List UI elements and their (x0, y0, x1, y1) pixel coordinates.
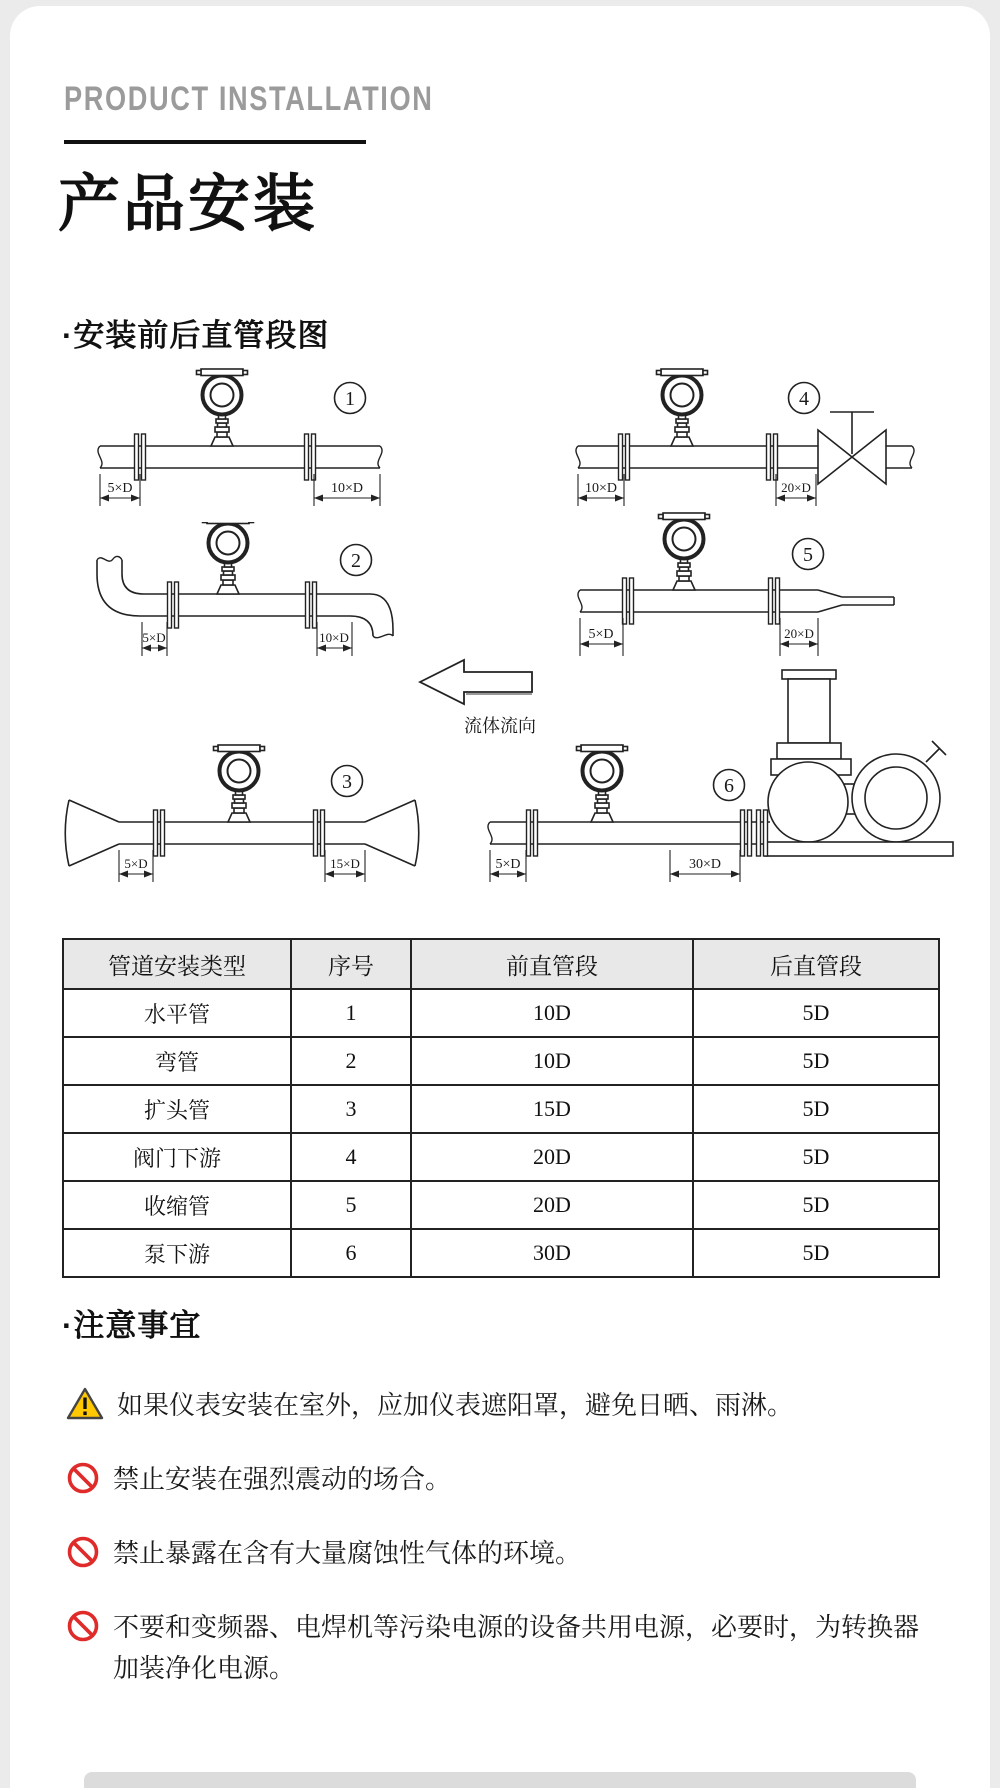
table-row: 水平管 1 10D 5D (63, 989, 939, 1037)
flange-icon (757, 810, 768, 856)
diagram-number: 6 (724, 775, 734, 797)
col-header-upstream: 前直管段 (411, 939, 693, 989)
dimension-label: 5×D (124, 856, 148, 871)
flow-direction-label: 流体流向 (464, 716, 536, 736)
reducer-icon (818, 590, 894, 612)
notes-list (66, 1385, 938, 1722)
table-row: 阀门下游 4 20D 5D (63, 1133, 939, 1181)
pipe-break-icon (98, 446, 102, 468)
page-title: 产品安装 (58, 170, 319, 239)
eyebrow-title: PRODUCT INSTALLATION (64, 80, 434, 118)
pipe-break-icon (910, 446, 914, 468)
diagram-number: 1 (345, 388, 355, 410)
flange-icon (314, 810, 325, 856)
diagram-number: 4 (799, 388, 809, 410)
flange-icon (767, 434, 778, 480)
pipe-break-icon (97, 556, 122, 561)
expander-left-icon (65, 800, 119, 866)
flange-icon (135, 434, 146, 480)
flange-icon (741, 810, 752, 856)
col-header-pipe-type: 管道安装类型 (63, 939, 291, 989)
note-text: 如果仪表安装在室外，应加仪表遮阳罩，避免日晒、雨淋。 (117, 1390, 794, 1420)
note-item (66, 1459, 938, 1500)
flange-icon (619, 434, 630, 480)
diagram-2-elbow-pipe (78, 522, 410, 664)
warning-triangle-icon (66, 1387, 104, 1421)
dimension-label: 15×D (330, 856, 360, 871)
diagram-4-valve-downstream (550, 368, 922, 510)
dimension-label: 5×D (495, 857, 521, 872)
flow-meter-icon (659, 513, 710, 590)
dimension-label: 5×D (107, 481, 133, 496)
diagram-3-expander-pipe (55, 736, 427, 888)
diagram-section-heading: ·安装前后直管段图 (62, 318, 330, 353)
diagram-number: 5 (803, 544, 813, 566)
next-section-divider (84, 1772, 916, 1788)
dimension-label: 10×D (319, 630, 349, 645)
expander-right-icon (365, 800, 419, 866)
flow-meter-icon (203, 522, 254, 594)
diagram-5-reducer-pipe (550, 512, 922, 664)
table-row: 扩头管 3 15D 5D (63, 1085, 939, 1133)
notes-section-heading: ·注意事宜 (62, 1308, 202, 1343)
dimension-label: 10×D (330, 481, 364, 496)
dimension-label: 10×D (584, 481, 618, 496)
pump-icon (765, 670, 953, 856)
flow-meter-icon (197, 369, 248, 446)
flange-icon (154, 810, 165, 856)
no-entry-icon (66, 1461, 100, 1495)
elbow-pipe-left (97, 560, 144, 616)
flange-icon (623, 578, 634, 624)
note-text: 禁止暴露在含有大量腐蚀性气体的环境。 (113, 1538, 582, 1569)
flange-icon (769, 578, 780, 624)
flow-meter-icon (657, 369, 708, 446)
no-entry-icon (66, 1535, 100, 1569)
diagram-6-pump-downstream (478, 648, 980, 890)
note-item (66, 1385, 938, 1426)
table-row: 泵下游 6 30D 5D (63, 1229, 939, 1277)
table-header-row (63, 939, 939, 989)
pipe (580, 590, 818, 612)
no-entry-icon (66, 1609, 100, 1643)
note-text: 不要和变频器、电焊机等污染电源的设备共用电源，必要时，为转换器加装净化电源。 (113, 1612, 920, 1684)
diagram-number: 3 (342, 771, 352, 793)
dimension-label: 20×D (784, 626, 814, 641)
dimension-label: 5×D (588, 627, 614, 642)
pipe (490, 822, 770, 844)
title-rule (64, 140, 366, 144)
pipe-break-icon (378, 446, 382, 468)
table-row: 收缩管 5 20D 5D (63, 1181, 939, 1229)
col-header-index: 序号 (291, 939, 411, 989)
flange-icon (527, 810, 538, 856)
pipe-break-icon (488, 822, 492, 844)
flange-icon (305, 434, 316, 480)
col-header-downstream: 后直管段 (693, 939, 939, 989)
table-row: 弯管 2 10D 5D (63, 1037, 939, 1085)
dimension-label: 30×D (688, 857, 722, 872)
diagram-number: 2 (351, 550, 361, 572)
straight-run-table (62, 938, 940, 1278)
flange-icon (168, 582, 179, 628)
flow-meter-icon (577, 745, 628, 822)
pipe-break-icon (576, 446, 580, 468)
dimension-label: 5×D (142, 630, 166, 645)
note-text: 禁止安装在强烈震动的场合。 (113, 1464, 452, 1495)
diagram-1-horizontal-pipe (90, 368, 390, 510)
flow-meter-icon (214, 745, 265, 822)
note-item (66, 1533, 938, 1574)
pipe-break-icon (578, 590, 582, 612)
dimension-label: 20×D (781, 480, 811, 495)
pipe-break-icon (373, 634, 393, 637)
flange-icon (306, 582, 317, 628)
elbow-pipe-right (350, 594, 393, 636)
note-item (66, 1607, 938, 1689)
